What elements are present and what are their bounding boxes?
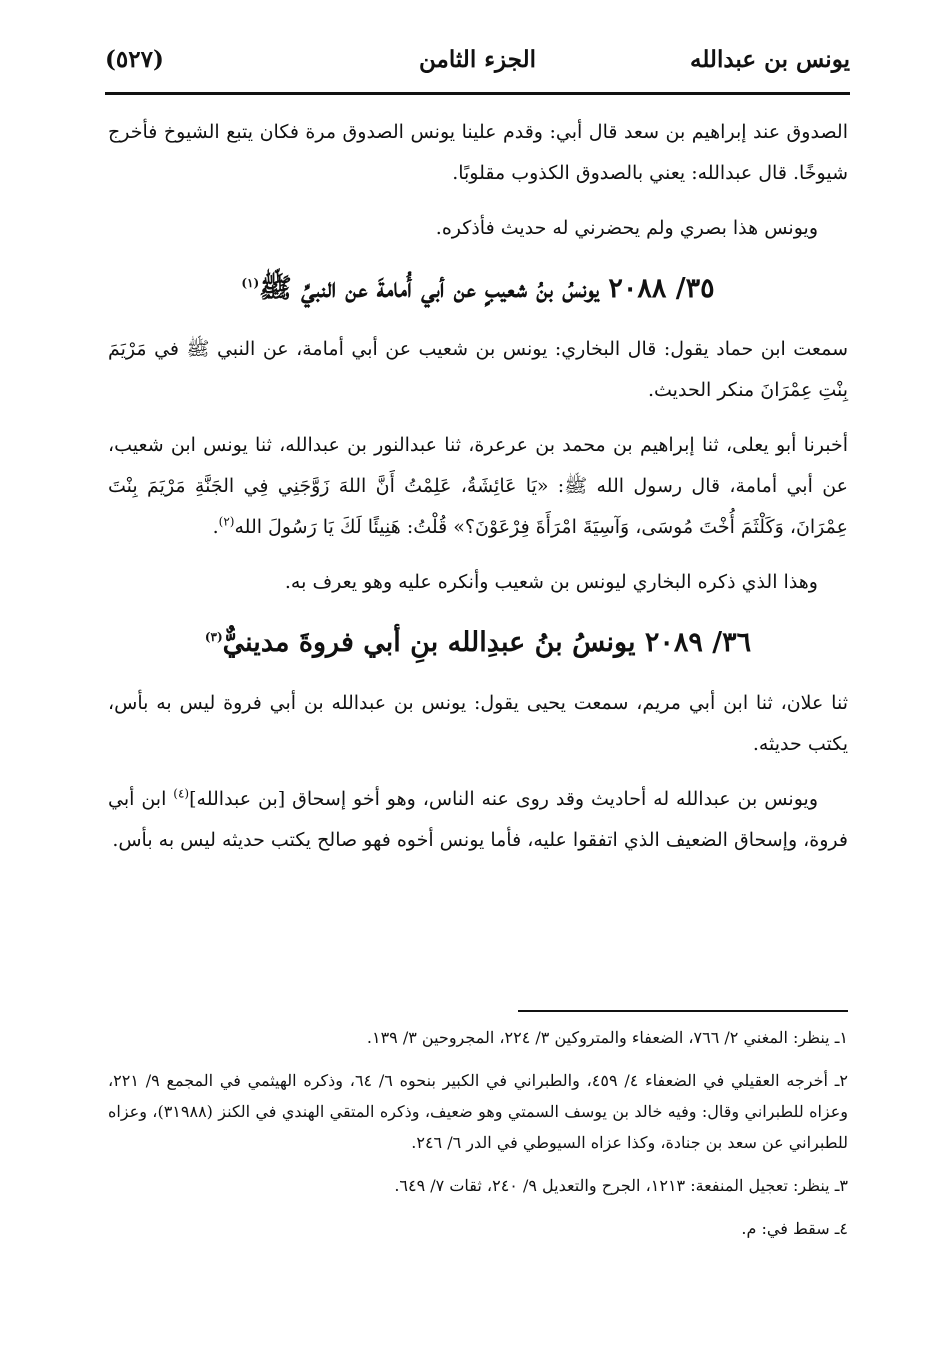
footnote-1: ١ـ ينظر: المغني ٢/ ٧٦٦، الضعفاء والمتروكين ٣/ ٢٢٤، المجروحين ٣/ ١٣٩. bbox=[366, 1028, 848, 1047]
paragraph-1: الصدوق عند إبراهيم بن سعد قال أبي: وقدم علينا يونس الصدوق مرة فكان يتبع الشيوخ فأخرج شيوخًا. قال عبدالله: يعني بالصدوق الكذوب مقلوبًا. bbox=[108, 121, 848, 184]
paragraph-5: وهذا الذي ذكره البخاري ليونس بن شعيب وأنكره عليه وهو يعرف به. bbox=[284, 571, 818, 593]
footnote-3: ٣ـ ينظر: تعجيل المنفعة: ١٢١٣، الجرح والتعديل ٩/ ٢٤٠، ثقات ٧/ ٦٤٩. bbox=[394, 1176, 848, 1195]
entry-heading-2088 bbox=[108, 263, 848, 315]
footnote-ref-4: (٤) bbox=[173, 786, 190, 801]
paragraph-2: ويونس هذا بصري ولم يحضرني له حديث فأذكره. bbox=[435, 217, 818, 239]
volume-label: الجزء الثامن bbox=[419, 46, 536, 73]
footnote-divider bbox=[518, 1010, 848, 1012]
header-divider bbox=[105, 92, 850, 95]
entry-heading-2089 bbox=[108, 617, 848, 669]
paragraph-7-text-a: ويونس بن عبدالله له أحاديث وقد روى عنه الناس، وهو أخو إسحاق [بن عبدالله] bbox=[189, 788, 818, 810]
entry-heading-text: ٣٦/ ٢٠٨٩ يونسُ بنُ عبدِالله بنِ أبي فروةَ مدينيٌّ bbox=[222, 627, 752, 658]
entry-heading-text: ٣٥/ ٢٠٨٨ يونسُ بنُ شعيبٍ عن أبي أُمامةَ عن النبيِّ ﷺ bbox=[259, 273, 715, 304]
running-title: يونس بن عبدالله bbox=[689, 46, 850, 73]
paragraph-7-text-b: ابن أبي فروة، وإسحاق الضعيف الذي اتفقوا عليه، فأما يونس أخوه فهو صالح يكتب حديثه ليس به بأس. bbox=[108, 788, 848, 851]
footnotes bbox=[108, 1022, 848, 1256]
footnote-4: ٤ـ سقط في: م. bbox=[741, 1219, 848, 1238]
paragraph-3: سمعت ابن حماد يقول: قال البخاري: يونس بن شعيب عن أبي أمامة، عن النبي ﷺ في مَرْيَمَ بِنْتِ عِمْرَانَ منكر الحديث. bbox=[108, 338, 848, 401]
footnote-ref-1: (١) bbox=[241, 276, 260, 290]
main-text bbox=[108, 112, 848, 875]
paragraph-4: أخبرنا أبو يعلى، ثنا إبراهيم بن محمد بن عرعرة، ثنا عبدالنور بن عبدالله، ثنا يونس ابن شعيب، عن أبي أمامة، قال رسول الله ﷺ: «يَا عَائِشَةُ، عَلِمْتُ أَنَّ اللهَ زَوَّجَنِي فِي الجَنَّةِ مَرْيَمَ بِنْتَ عِمْرَانَ، وَكَلْثَمَ أُخْتَ مُوسَى، وَآسِيَةَ امْرَأَةَ فِرْعَوْنَ؟» قُلْتُ: هَنِيئًا لَكَ يَا رَسُولَ الله$^{(٢)}$. bbox=[108, 434, 848, 538]
paragraph-6: ثنا علان، ثنا ابن أبي مريم، سمعت يحيى يقول: يونس بن عبدالله بن أبي فروة ليس به بأس، يكتب حديثه. bbox=[108, 692, 848, 755]
paragraph-4-text: أخبرنا أبو يعلى، ثنا إبراهيم بن محمد بن عرعرة، ثنا عبدالنور بن عبدالله، ثنا يونس ابن شعيب، عن أبي أمامة، قال رسول الله ﷺ: «يَا عَائِشَةُ، عَلِمْتُ أَنَّ اللهَ زَوَّجَنِي فِي الجَنَّةِ مَرْيَمَ بِنْتَ عِمْرَانَ، وَكَلْثَمَ أُخْتَ مُوسَى، وَآسِيَةَ امْرَأَةَ فِرْعَوْنَ؟» قُلْتُ: هَنِيئًا لَكَ يَا رَسُولَ الله bbox=[108, 434, 848, 538]
footnote-2: ٢ـ أخرجه العقيلي في الضعفاء ٤/ ٤٥٩، والطبراني في الكبير بنحوه ٦/ ٦٤، وذكره الهيثمي في المجمع ٩/ ٢٢١، وعزاه للطبراني وقال: وفيه خالد بن يوسف السمتي وهو ضعيف، وذكره المتقي الهندي في الكنز (٣١٩٨٨)، وعزاه للطبراني عن سعد بن جنادة، وكذا عزاه السيوطي في الدر ٦/ ٢٤٦. bbox=[108, 1071, 849, 1152]
footnote-ref-2: (٢) bbox=[218, 514, 235, 529]
page-header bbox=[105, 40, 850, 90]
footnote-ref-3: (٣) bbox=[204, 630, 223, 644]
page-number: (٥٢٧) bbox=[105, 46, 164, 73]
paragraph-7 bbox=[108, 779, 848, 861]
